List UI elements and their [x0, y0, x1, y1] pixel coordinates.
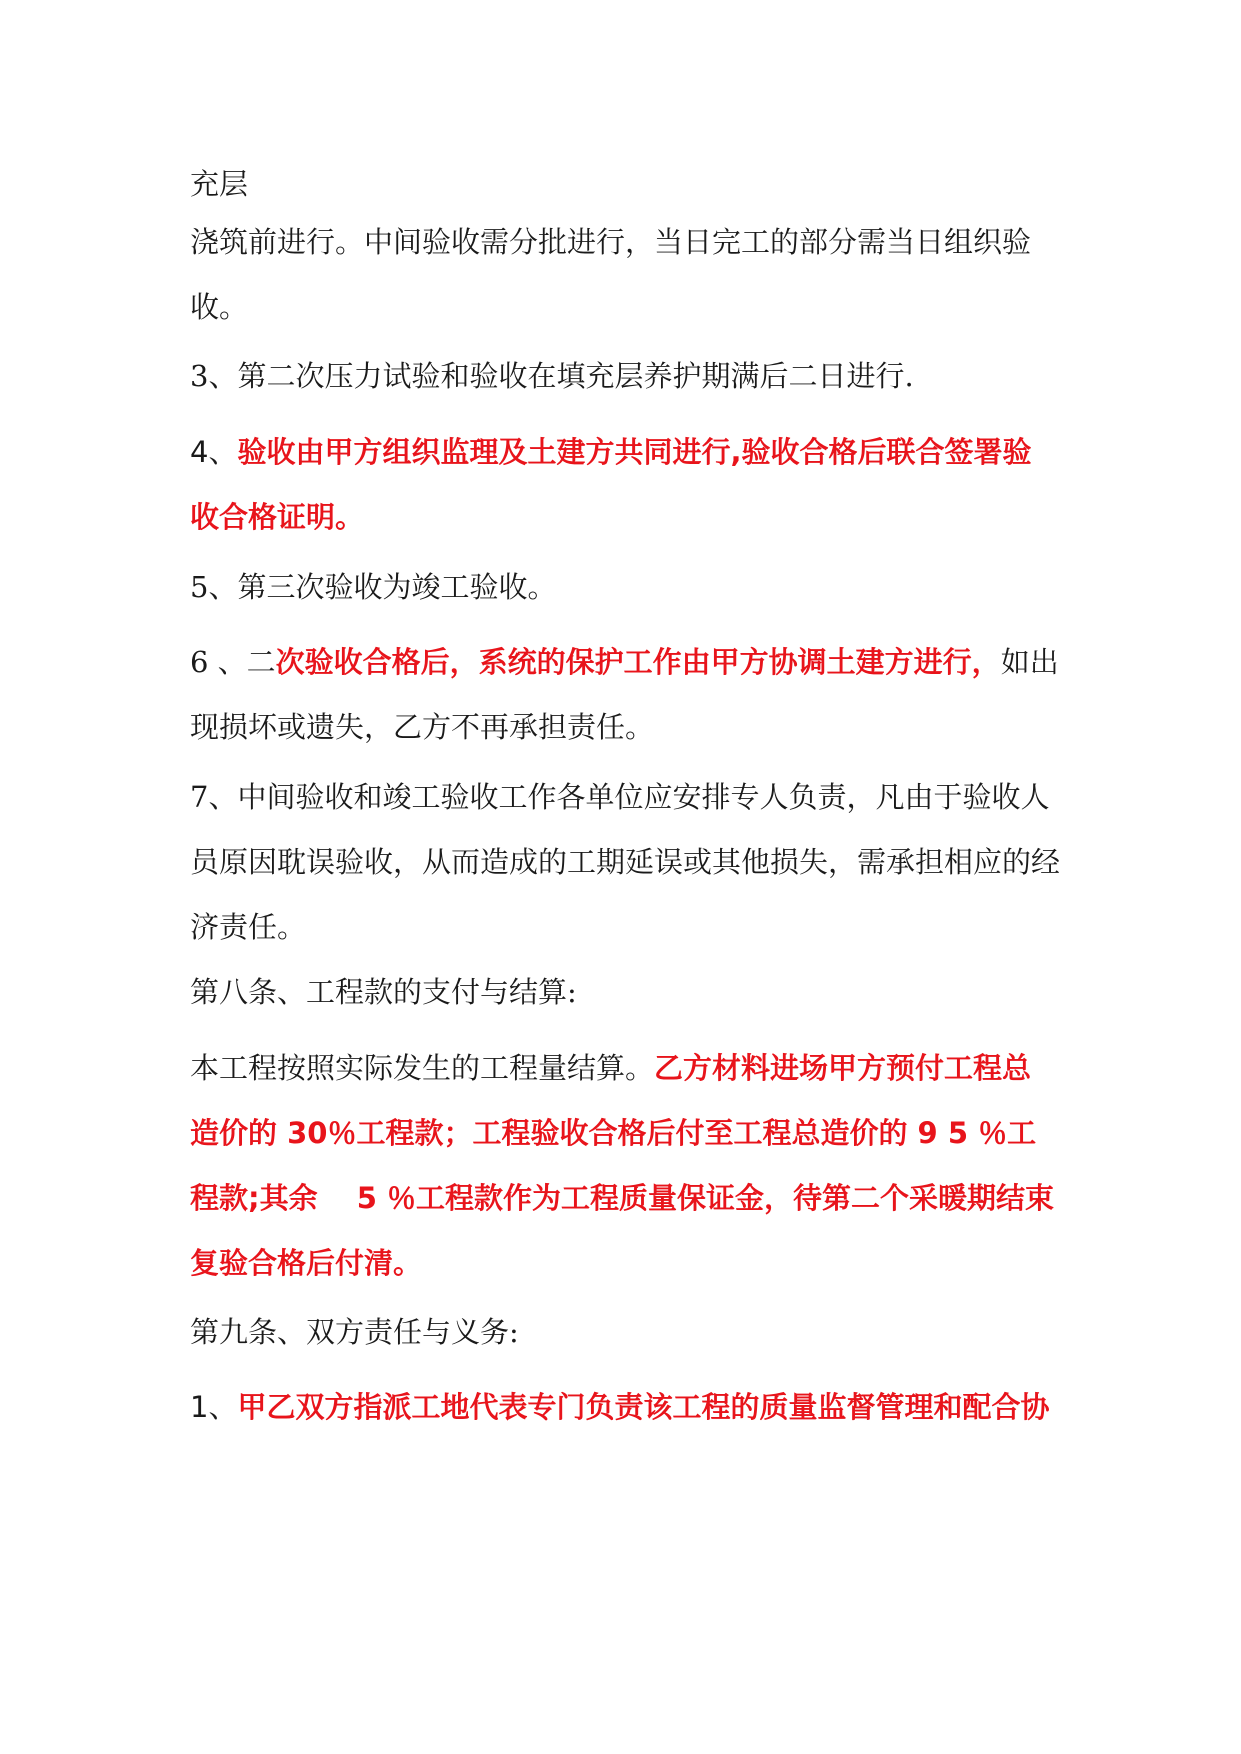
- list-item-5: 5、第三次验收为竣工验收。: [190, 570, 557, 604]
- article-8-plain: 本工程按照实际发生的工程量结算。: [190, 1051, 655, 1085]
- list-item-4-number: 4、: [190, 435, 238, 469]
- list-item-9-1-highlight: 甲乙双方指派工地代表专门负责该工程的质量监督管理和配合协: [237, 1390, 1050, 1424]
- text-line-2: 浇筑前进行。中间验收需分批进行，当日完工的部分需当日组织验收。: [190, 225, 1032, 324]
- list-item-4: [190, 420, 1060, 550]
- list-item-6-highlight: 次验收合格后，系统的保护工作由甲方协调土建方进行，: [275, 645, 1001, 679]
- list-item-6: [190, 630, 1060, 760]
- list-item-4-highlight: 验收由甲方组织监理及土建方共同进行,验收合格后联合签署验收合格证明。: [190, 435, 1032, 534]
- list-item-3: 3、第二次压力试验和验收在填充层养护期满后二日进行.: [190, 359, 914, 393]
- list-item-9-1-number: 1、: [190, 1390, 238, 1424]
- list-item-6-rest: 如出现损坏或遗失，乙方不再承担责任。: [190, 645, 1059, 744]
- article-8-body: [190, 1036, 1060, 1296]
- text-line-1: 充层: [190, 167, 249, 201]
- list-item-6-number: 6 、二: [190, 645, 276, 679]
- article-8-title: 第八条、工程款的支付与结算:: [190, 975, 577, 1009]
- article-8-highlight: 乙方材料进场甲方预付工程总造价的 30％工程款；工程验收合格后付至工程总造价的 9 5 ％工程款;其余 5 ％工程款作为工程质量保证金，待第二个采暖期结束复验合格后付清。: [190, 1051, 1054, 1280]
- list-item-7: 7、中间验收和竣工验收工作各单位应安排专人负责，凡由于验收人员原因耽误验收，从而造成的工期延误或其他损失，需承担相应的经济责任。: [190, 780, 1061, 944]
- list-item-9-1: [190, 1375, 1060, 1440]
- article-9-title: 第九条、双方责任与义务:: [190, 1315, 519, 1349]
